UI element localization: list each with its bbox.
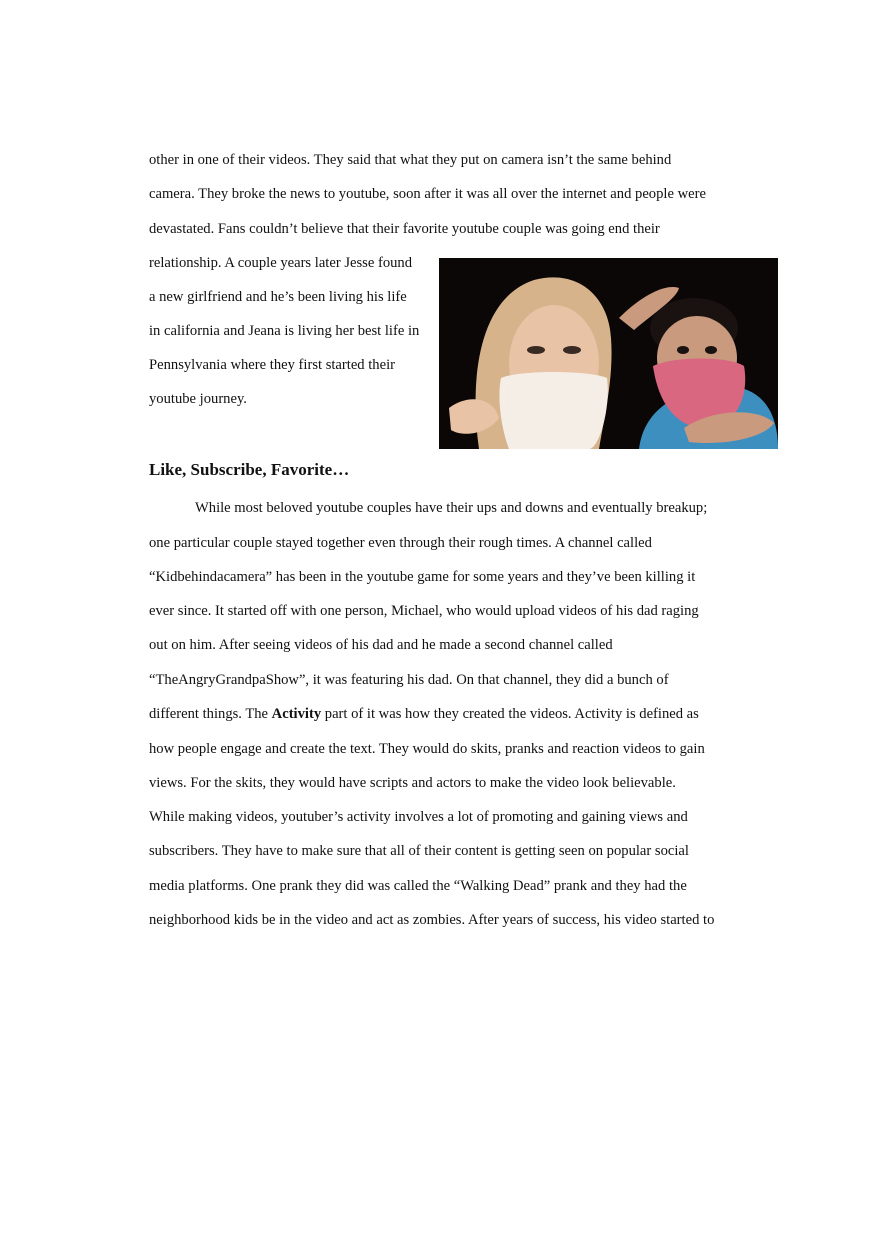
paragraph-line: media platforms. One prank they did was called the “Walking Dead” prank and they had the (149, 878, 687, 894)
bold-term: Activity (271, 706, 322, 722)
text-run: part of it was how they created the videos. Activity is defined as (321, 706, 699, 722)
paragraph-line: in california and Jeana is living her best life in (149, 323, 420, 339)
paragraph-line: views. For the skits, they would have scripts and actors to make the video look believable. (149, 775, 676, 791)
paragraph-line (149, 705, 699, 723)
paragraph-line: camera. They broke the news to youtube, soon after it was all over the internet and people were (149, 186, 706, 202)
paragraph-line: “Kidbehindacamera” has been in the youtube game for some years and they’ve been killing it (149, 569, 696, 585)
right-person-eye (705, 346, 717, 354)
paragraph-line: subscribers. They have to make sure that all of their content is getting seen on popular social (149, 843, 689, 859)
left-person-mask (499, 372, 607, 449)
left-person-eye (563, 346, 581, 354)
paragraph-line: relationship. A couple years later Jesse found (149, 255, 413, 271)
paragraph-line: While making videos, youtuber’s activity involves a lot of promoting and gaining views and (149, 809, 688, 825)
paragraph-line: While most beloved youtube couples have their ups and downs and eventually breakup; (195, 500, 708, 516)
left-person-eye (527, 346, 545, 354)
paragraph-line: youtube journey. (149, 391, 247, 407)
paragraph-line: “TheAngryGrandpaShow”, it was featuring his dad. On that channel, they did a bunch of (149, 672, 669, 688)
paragraph-line: other in one of their videos. They said that what they put on camera isn’t the same behind (149, 152, 672, 168)
couple-photo-drawing (439, 258, 778, 449)
right-person-eye (677, 346, 689, 354)
paragraph-line: Pennsylvania where they first started their (149, 357, 395, 373)
paragraph-line: how people engage and create the text. They would do skits, pranks and reaction videos to gain (149, 741, 705, 757)
paragraph-line: neighborhood kids be in the video and act as zombies. After years of success, his video started to (149, 912, 715, 928)
paragraph-line: one particular couple stayed together even through their rough times. A channel called (149, 535, 652, 551)
section-heading: Like, Subscribe, Favorite… (149, 460, 350, 479)
couple-photo-image (439, 258, 778, 449)
paragraph-line: ever since. It started off with one person, Michael, who would upload videos of his dad raging (149, 603, 699, 619)
paragraph-line: devastated. Fans couldn’t believe that their favorite youtube couple was going end their (149, 221, 660, 237)
paragraph-line: a new girlfriend and he’s been living his life (149, 289, 407, 305)
text-run: different things. The (149, 706, 272, 722)
paragraph-line: out on him. After seeing videos of his dad and he made a second channel called (149, 637, 613, 653)
